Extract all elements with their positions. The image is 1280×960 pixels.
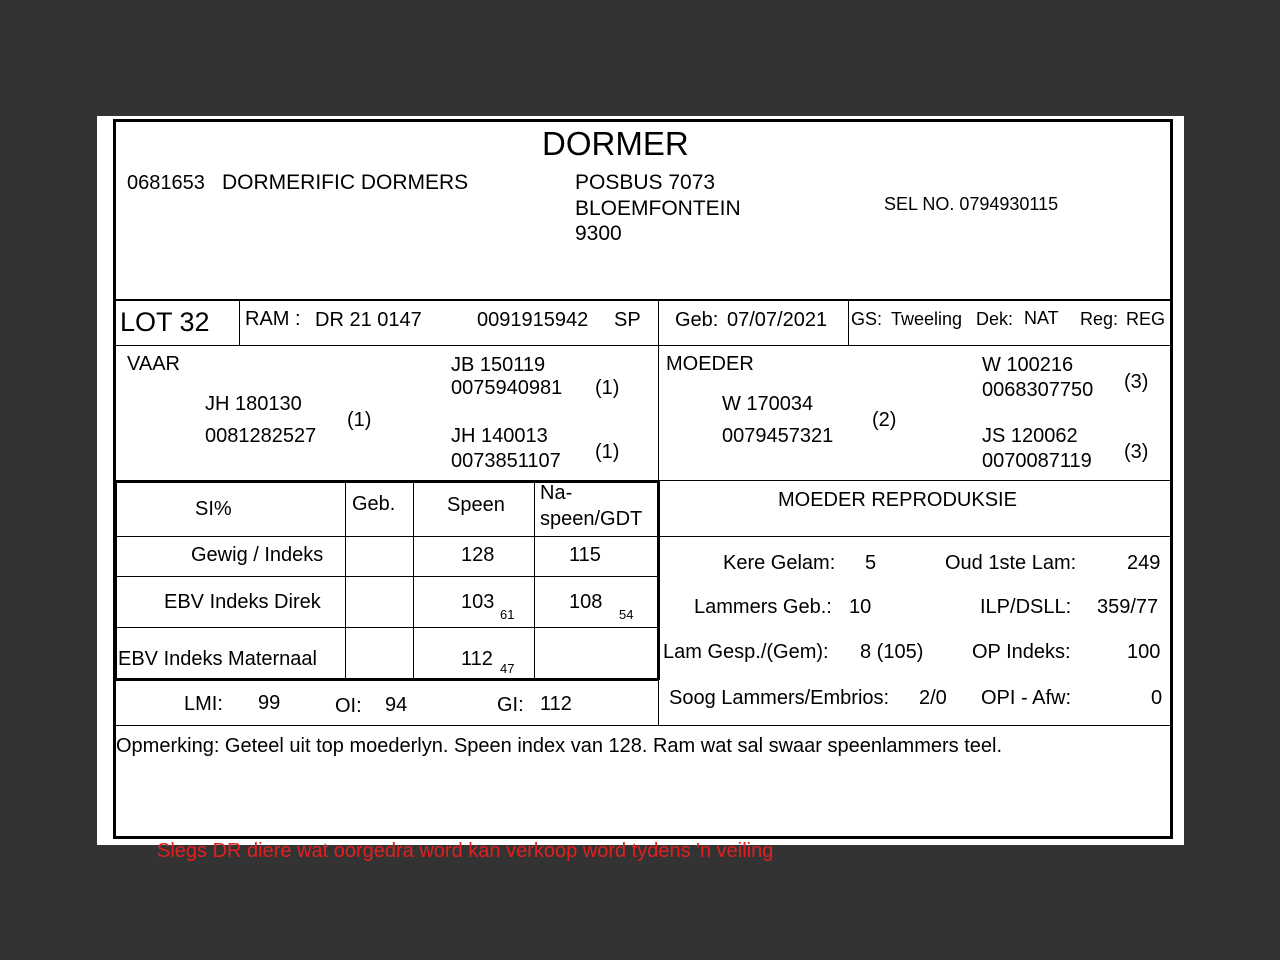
- si-row-speen: 128: [461, 544, 495, 566]
- lam-gesp-value: 8 (105): [860, 641, 924, 663]
- op-indeks-value: 100: [1127, 641, 1161, 663]
- repro-title: MOEDER REPRODUKSIE: [778, 489, 1017, 511]
- si-table-left-border: [114, 480, 117, 680]
- si-row-na-sub: 54: [619, 607, 634, 622]
- kere-gelam-label: Kere Gelam:: [723, 552, 836, 574]
- remark-text: Opmerking: Geteel uit top moederlyn. Speen index van 128. Ram wat sal swaar speenlammers teel.: [116, 735, 1002, 757]
- si-row-label: EBV Indeks Maternaal: [118, 648, 317, 670]
- si-row-label: Gewig / Indeks: [191, 544, 324, 566]
- divider-repro-header: [659, 536, 1173, 537]
- si-row-label: EBV Indeks Direk: [164, 591, 321, 613]
- sire-label: VAAR: [127, 353, 180, 375]
- address-line-1: POSBUS 7073: [575, 171, 716, 194]
- sire-grade: (1): [347, 409, 372, 431]
- birth-date: 07/07/2021: [727, 309, 828, 331]
- si-row-line-2: [116, 576, 659, 577]
- dam-dam-number: 0070087119: [982, 450, 1092, 472]
- dek-label: Dek:: [976, 309, 1014, 329]
- gi-label: GI:: [497, 694, 524, 716]
- divider-ram-geb: [658, 299, 659, 345]
- breed-title: DORMER: [542, 125, 689, 162]
- divider-pedigree: [658, 345, 659, 481]
- divider-lot-top: [116, 299, 1173, 301]
- breeder-code: 0681653: [127, 172, 205, 194]
- gs-value: Tweeling: [891, 309, 963, 329]
- si-header-na: Na-: [540, 482, 573, 504]
- ram-suffix: SP: [614, 309, 641, 331]
- ilp-dsll-label: ILP/DSLL:: [980, 596, 1072, 618]
- si-header-speen: Speen: [447, 494, 505, 516]
- sheep-auction-card: [97, 116, 1184, 862]
- si-row-line-3: [116, 627, 659, 628]
- si-row-speen: 103: [461, 591, 495, 613]
- lammers-geb-value: 10: [849, 596, 872, 618]
- si-row-na: 108: [569, 591, 603, 613]
- dam-sire-id: W 100216: [982, 354, 1074, 376]
- sire-sire-grade: (1): [595, 377, 620, 399]
- divider-pedigree-bottom-right: [659, 480, 1173, 481]
- breeder-name: DORMERIFIC DORMERS: [222, 171, 469, 194]
- ram-id: DR 21 0147: [315, 309, 422, 331]
- divider-lot-bottom: [116, 345, 1173, 346]
- oi-value: 94: [385, 694, 408, 716]
- dek-value: NAT: [1024, 308, 1059, 328]
- si-col-line-2: [413, 480, 414, 678]
- dam-sire-number: 0068307750: [982, 379, 1094, 401]
- reg-label: Reg:: [1080, 309, 1119, 329]
- si-row-speen-sub: 61: [500, 607, 515, 622]
- sire-dam-id: JH 140013: [451, 425, 548, 447]
- ilp-dsll-value: 359/77: [1097, 596, 1159, 618]
- kere-gelam-value: 5: [865, 552, 877, 574]
- oi-label: OI:: [335, 695, 362, 717]
- si-row-line-1: [116, 536, 659, 537]
- op-indeks-label: OP Indeks:: [972, 641, 1071, 663]
- ram-label: RAM :: [245, 308, 301, 330]
- address-line-3: 9300: [575, 222, 622, 245]
- lmi-label: LMI:: [184, 693, 223, 715]
- dam-sire-grade: (3): [1124, 371, 1149, 393]
- sire-number: 0081282527: [205, 425, 317, 447]
- si-col-line-1: [345, 480, 346, 678]
- address-line-2: BLOEMFONTEIN: [575, 197, 741, 220]
- sire-dam-number: 0073851107: [451, 450, 561, 472]
- soog-lammers-value: 2/0: [919, 687, 947, 709]
- si-row-speen: 112: [461, 648, 493, 670]
- lmi-value: 99: [258, 692, 281, 714]
- divider-lot-ram: [239, 299, 240, 345]
- soog-lammers-label: Soog Lammers/Embrios:: [669, 687, 890, 709]
- lammers-geb-label: Lammers Geb.:: [694, 596, 832, 618]
- birth-label: Geb:: [675, 309, 719, 331]
- si-table-bottom-border: [116, 678, 659, 681]
- dam-id: W 170034: [722, 393, 814, 415]
- si-row-na: 115: [569, 544, 601, 566]
- divider-index-row-bottom: [116, 725, 1173, 726]
- sire-id: JH 180130: [205, 393, 302, 415]
- dam-dam-id: JS 120062: [982, 425, 1078, 447]
- footer-note: Slegs DR diere wat oorgedra word kan verkoop word tydens 'n veiling: [157, 840, 774, 862]
- dam-dam-grade: (3): [1124, 441, 1149, 463]
- si-row-speen-sub: 47: [500, 661, 515, 676]
- gi-value: 112: [540, 693, 572, 715]
- si-header-label: SI%: [195, 498, 232, 520]
- dam-grade: (2): [872, 409, 897, 431]
- dam-label: MOEDER: [666, 353, 754, 375]
- opi-afw-label: OPI - Afw:: [981, 687, 1072, 709]
- si-header-geb: Geb.: [352, 493, 396, 515]
- lam-gesp-label: Lam Gesp./(Gem):: [663, 641, 829, 663]
- si-header-speen-gdt: speen/GDT: [540, 508, 643, 530]
- sel-number: SEL NO. 0794930115: [884, 194, 1059, 214]
- gs-label: GS:: [851, 309, 883, 329]
- opi-afw-value: 0: [1151, 687, 1163, 709]
- sire-sire-number: 0075940981: [451, 377, 563, 399]
- si-col-line-3: [534, 480, 535, 678]
- sire-dam-grade: (1): [595, 441, 620, 463]
- ram-number: 0091915942: [477, 309, 589, 331]
- oud-1ste-lam-value: 249: [1127, 552, 1161, 574]
- dam-number: 0079457321: [722, 425, 834, 447]
- reg-value: REG: [1126, 309, 1166, 329]
- lot-number: LOT 32: [120, 307, 210, 337]
- oud-1ste-lam-label: Oud 1ste Lam:: [945, 552, 1077, 574]
- divider-repro-left: [658, 480, 659, 725]
- divider-pedigree-bottom-left: [116, 480, 659, 483]
- divider-geb-gs: [848, 299, 849, 345]
- card-frame: [113, 119, 1173, 839]
- sire-sire-id: JB 150119: [451, 354, 546, 376]
